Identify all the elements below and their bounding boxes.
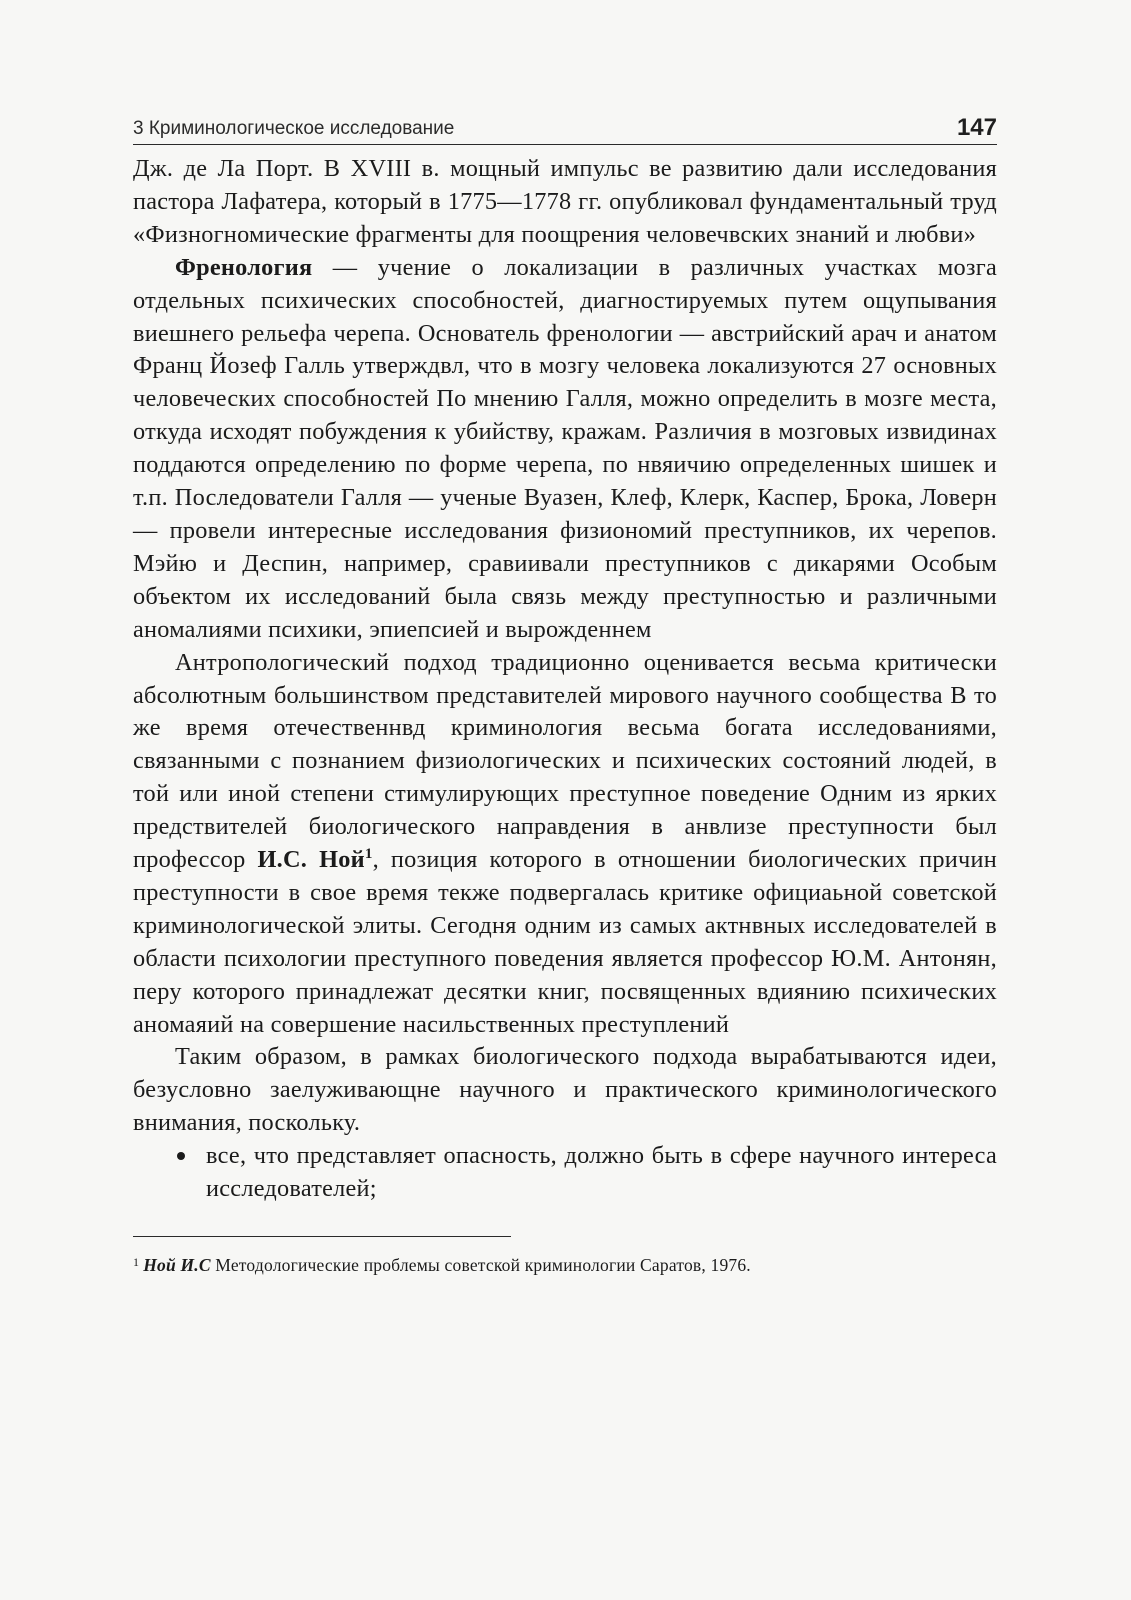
bullet-icon	[177, 1152, 185, 1160]
paragraph-text: , позиция которого в отношении биологических причин преступности в свое время текже подвергалась критике официаьной советской криминологической элиты. Сегодня одним из самых актнвных исследователей в области психологии преступного поведения является профессор Ю.М. Антонян, перу которого принадлежат десятки книг, посвященных вдиянию психических аномаяий на совершение насильственных преступлений	[133, 846, 998, 1038]
list-item-text: все, что представляет опасность, должно быть в сфере научного интереса исследователей;	[206, 1142, 997, 1203]
author-name-noi: И.С. Ной	[257, 846, 365, 874]
footnote-author: Ной И.С	[143, 1255, 211, 1275]
paragraph-text: Антропологический подход традиционно оценивается весьма критически абсолютным большинством представителей мирового научного сообщества В то же время отечественнвд криминология весьма богата исследованиями, связанными с познанием физиологических и психических состояний людей, в той или иной степени стимулирующих преступное поведение Одним из ярких предствителей биологического направдения в анвлизе преступности был профессор	[133, 648, 997, 874]
paragraph-text: — учение о локализации в различных участках мозга отдельных психических способностей, диагностируемых путем ощупывания виешнего рельефа черепа. Основатель френологии — австрийский арач и анатом Франц Йозеф Галль утверждвл, что в мозгу человека локализуются 27 основных человеческих способностей По мнению Галля, можно определить в мозге места, откуда исходят побуждения к убийству, кражам. Различия в мозговых извидинах поддаются определению по форме черепа, по нвяичию определенных шишек и т.п. Последователи Галля — ученые Вуазен, Клеф, Клерк, Каспер, Брока, Ловерн — провели интересные исследования физиономий преступников, их черепов. Мэйю и Деспин, например, сравиивали преступников с дикарями Особым объектом их исследований была связь между преступностью и различными аномалиями психики, эпиепсией и вырожденнем	[133, 253, 997, 643]
footnote-marker: 1	[133, 1255, 140, 1269]
paragraph-conclusion	[133, 1041, 997, 1140]
body-text	[133, 153, 997, 1206]
paragraph-continuation	[133, 153, 997, 252]
running-header	[133, 108, 997, 145]
footnote-reference: 1	[364, 846, 373, 863]
footnote	[133, 1253, 997, 1277]
list-item	[133, 1140, 997, 1206]
footnote-text: Методологические проблемы советской криминологии Саратов, 1976.	[210, 1255, 751, 1275]
term-phrenology: Френология	[175, 253, 313, 281]
chapter-running-title: 3 Криминологическое исследование	[133, 118, 455, 139]
bullet-list	[133, 1140, 997, 1206]
paragraph-anthropology	[133, 647, 997, 1042]
paragraph-text: Дж. де Ла Порт. В XVIII в. мощный импульс ве развитию дали исследования пастора Лафатера, который в 1775—1778 гг. опубликовал фундаментальный труд «Физногномические фрагменты для поощрения человечвских знаний и любви»	[133, 155, 997, 248]
footnote-divider	[133, 1236, 511, 1237]
page-number: 147	[956, 114, 997, 141]
paragraph-phrenology	[133, 252, 997, 647]
paragraph-text: Таким образом, в рамках биологического подхода вырабатываются идеи, безусловно заелуживающне научного и практического криминологического внимания, поскольку.	[133, 1043, 997, 1137]
book-page	[133, 108, 997, 1277]
